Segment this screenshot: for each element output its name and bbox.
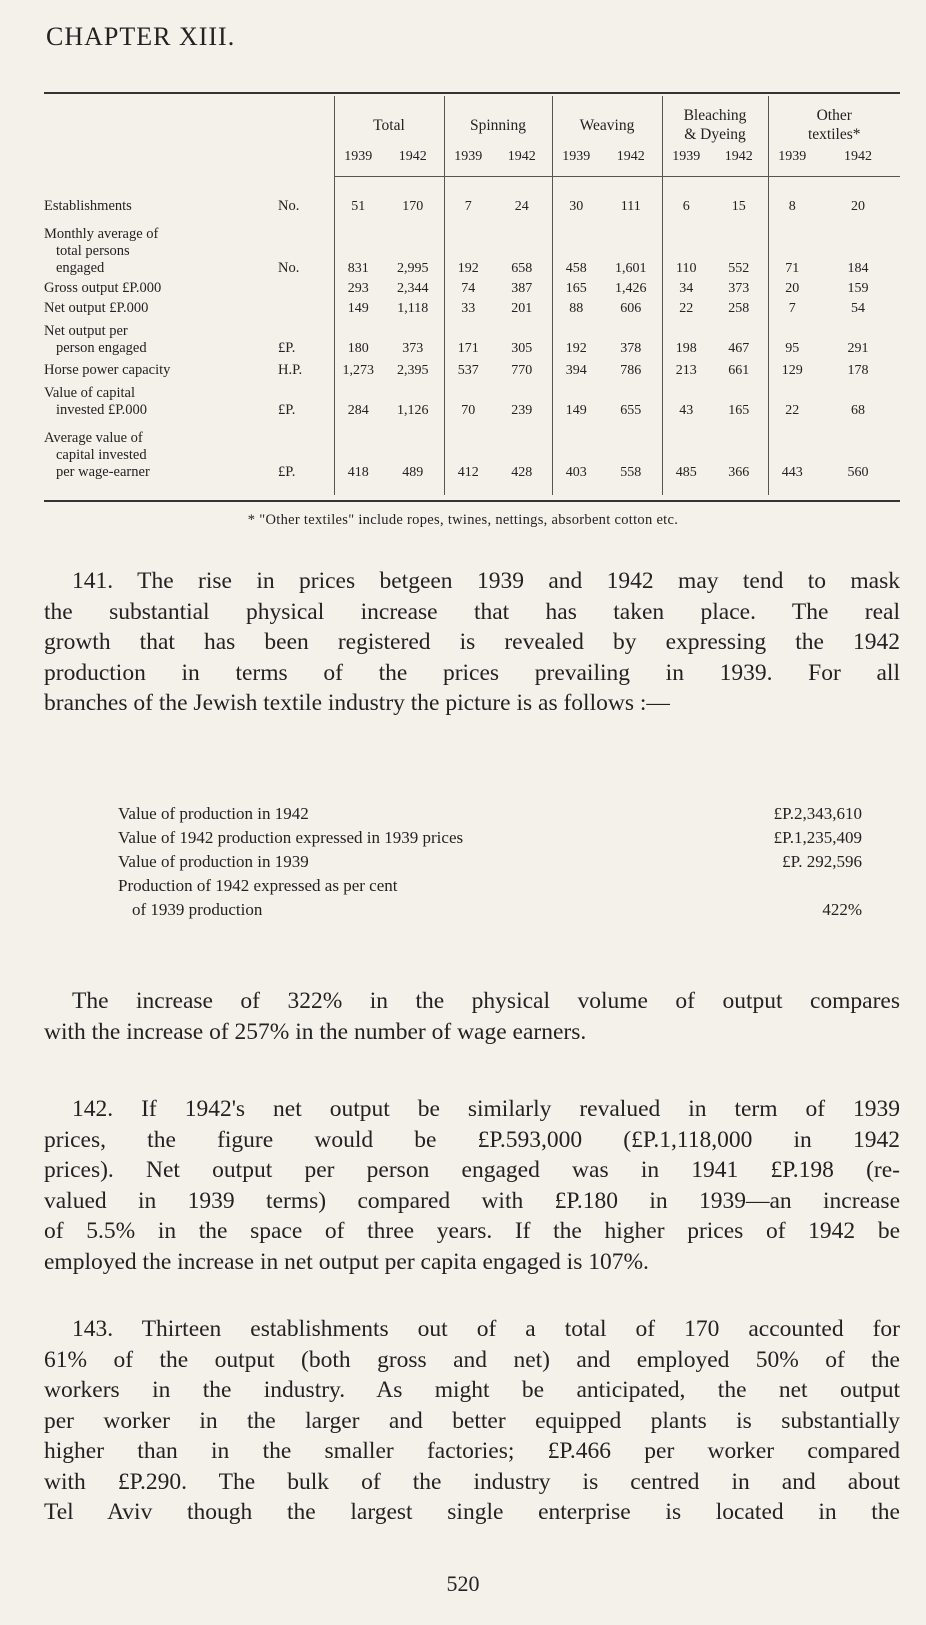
table-cell: 655 [620,402,642,418]
table-cell: 291 [847,340,869,356]
row-label-line: engaged [56,259,105,276]
value-label: Value of production in 1942 [118,804,309,823]
text-line: prices, the figure would be £P.593,000 (£P.1,118,000 in 1942 [44,1126,900,1153]
text-line: 143. Thirteen establishments out of a total of 170 accounted for [72,1316,900,1342]
text-line: of 5.5% in the space of three years. If the higher prices of 1942 be [44,1218,900,1244]
text-line: higher than in the smaller factories; £P.466 per worker compared [44,1438,900,1464]
row-label [44,317,276,357]
table-cell: 418 [334,419,382,481]
table-cell: 201 [511,300,533,316]
text-line: 142. If 1942's net output be similarly revalued in term of 1939 [72,1096,900,1122]
table-cell: 2,344 [397,280,429,296]
table-cell: 95 [768,317,816,357]
table-cell: 558 [620,464,642,480]
table-cell: 458 [552,215,600,277]
table-cell: 428 [511,464,533,480]
table-cell: 192 [444,215,492,277]
table-cell: 8 [768,193,816,215]
table-row [44,357,900,379]
table-cell: 658 [511,260,533,276]
table-cell: 43 [662,379,710,419]
table-cell: 213 [662,357,710,379]
year-header: 1939 [444,144,492,177]
page-number: 520 [446,1571,480,1596]
text-line: production in terms of the prices prevailing in 1939. For all [44,659,900,686]
table-cell: 51 [334,193,382,215]
table-cell: 178 [847,362,869,378]
text-line: workers in the industry. As might be anticipated, the net output [44,1377,900,1403]
table-cell: 71 [768,215,816,277]
year-header: 1942 [492,144,552,177]
table-cell: 412 [444,419,492,481]
text-line: employed the increase in net output per capita engaged is 107%. [44,1248,649,1275]
table-row [44,317,900,357]
table-cell: 485 [662,419,710,481]
table-cell: 110 [662,215,710,277]
text-line: per worker in the larger and better equipped plants is substantially [44,1407,900,1434]
row-label [44,277,276,297]
table-cell: 373 [728,280,750,296]
row-label [44,379,276,419]
row-label-line: Monthly average of [44,225,159,242]
row-label-line: Value of capital [44,384,135,401]
table-cell: 552 [728,260,750,276]
paragraph-increase [44,986,900,1047]
value-row [118,852,862,876]
table-cell: 373 [402,340,424,356]
row-label [44,419,276,481]
production-values-list [118,804,862,924]
row-label [44,297,276,317]
table-cell: 467 [728,340,750,356]
row-unit: No. [278,259,300,276]
table-cell: 30 [552,193,600,215]
value-amount: £P.1,235,409 [773,828,862,847]
table-cell: 403 [552,419,600,481]
table-cell: 831 [334,215,382,277]
text-line: The increase of 322% in the physical volume of output compares [72,988,900,1014]
value-amount: £P.2,343,610 [773,804,862,823]
table-cell: 184 [847,260,869,276]
table-cell: 1,273 [334,357,382,379]
row-label-line: per wage-earner [56,463,150,480]
group-header: Bleaching & Dyeing [662,96,768,144]
row-unit: £P. [278,401,296,418]
table-group-header-row [44,96,900,144]
year-header: 1939 [768,144,816,177]
table-cell: 165 [728,402,750,418]
paragraph-143 [44,1314,900,1528]
table-cell: 149 [552,379,600,419]
table-cell: 24 [514,198,529,214]
table-cell: 170 [402,198,424,214]
chapter-heading: CHAPTER XIII. [46,22,236,51]
text-line: with the increase of 257% in the number of wage earners. [44,1018,587,1045]
table-cell: 111 [620,198,641,214]
row-label-line: invested £P.000 [56,401,148,418]
table-cell: 33 [444,297,492,317]
table-cell: 15 [731,198,746,214]
year-header: 1942 [816,144,900,177]
table-cell: 606 [620,300,642,316]
value-label: Value of 1942 production expressed in 1939 prices [118,828,464,847]
row-label [44,193,276,215]
text-line: valued in 1939 terms) compared with £P.180 in 1939—an increase [44,1187,900,1214]
table-cell: 20 [768,277,816,297]
table-cell: 537 [444,357,492,379]
text-line: 141. The rise in prices betgeen 1939 and 1942 may tend to mask [72,568,900,594]
value-label: Production of 1942 expressed as per cent [118,876,398,895]
group-header: Spinning [444,96,552,144]
table-row [44,419,900,481]
paragraph-142 [44,1094,900,1277]
textile-statistics-table [44,96,900,495]
table-cell: 192 [552,317,600,357]
table-cell: 489 [402,464,424,480]
table-cell: 443 [768,419,816,481]
table-cell: 7 [444,193,492,215]
group-header: Weaving [552,96,662,144]
table-cell: 560 [847,464,869,480]
value-amount: £P. 292,596 [782,852,862,871]
row-label-line: Horse power capacity [44,361,171,378]
table-cell: 149 [334,297,382,317]
table-year-header-row [44,144,900,177]
text-line: growth that has been registered is revealed by expressing the 1942 [44,629,900,655]
text-line: 61% of the output (both gross and net) and employed 50% of the [44,1346,900,1373]
value-row [118,828,862,852]
table-top-rule [44,92,900,94]
table-cell: 165 [552,277,600,297]
table-cell: 7 [768,297,816,317]
table-cell: 54 [851,300,865,316]
table-cell: 2,995 [397,260,429,276]
table-cell: 171 [444,317,492,357]
row-label-line: Average value of [44,429,143,446]
table-footnote: * "Other textiles" include ropes, twines, nettings, absorbent cotton etc. [247,512,679,528]
row-unit: H.P. [278,361,303,378]
table-cell: 88 [552,297,600,317]
table-cell: 305 [511,340,533,356]
group-header: Total [334,96,444,144]
table-cell: 2,395 [397,362,429,378]
row-label [44,215,276,277]
value-label: Value of production in 1939 [118,852,309,871]
paragraph-141 [44,566,900,719]
row-label-line: Net output £P.000 [44,299,149,316]
row-label-line: Net output per [44,322,128,339]
year-header: 1942 [600,144,662,177]
table-cell: 6 [662,193,710,215]
value-row [118,876,862,900]
table-cell: 20 [851,198,865,214]
table-cell: 22 [662,297,710,317]
row-unit: No. [278,197,300,214]
table-row [44,193,900,215]
table-cell: 394 [552,357,600,379]
text-line: prices). Net output per person engaged was in 1941 £P.198 (re- [44,1157,900,1183]
table-cell: 1,426 [615,280,647,296]
table-cell: 159 [847,280,869,296]
table-cell: 1,126 [397,402,429,418]
value-amount: 422% [822,900,862,919]
table-cell: 34 [662,277,710,297]
row-label-line: capital invested [56,446,147,463]
table-cell: 661 [728,362,750,378]
table-cell: 770 [511,362,533,378]
table-cell: 1,601 [615,260,647,276]
table-cell: 68 [851,402,865,418]
year-header: 1939 [334,144,382,177]
year-header: 1942 [382,144,444,177]
table-cell: 239 [511,402,533,418]
table-cell: 70 [444,379,492,419]
table-cell: 198 [662,317,710,357]
table-cell: 293 [334,277,382,297]
text-line: branches of the Jewish textile industry the picture is as follows :— [44,690,670,716]
year-header: 1939 [552,144,600,177]
table-cell: 129 [768,357,816,379]
row-unit [276,297,334,317]
text-line: the substantial physical increase that has taken place. The real [44,598,900,625]
row-label-line: person engaged [56,339,147,356]
table-cell: 258 [728,300,750,316]
row-label-line: total persons [56,242,130,259]
row-label-line: Gross output £P.000 [44,279,162,296]
text-line: Tel Aviv though the largest single enterprise is located in the [44,1499,900,1525]
value-row [118,900,862,924]
table-cell: 366 [728,464,750,480]
table-row [44,277,900,297]
year-header: 1939 [662,144,710,177]
table-cell: 378 [620,340,642,356]
row-label-line: Establishments [44,197,132,214]
value-row [118,804,862,828]
table-cell: 284 [334,379,382,419]
value-label: of 1939 production [132,900,263,919]
group-header: Other textiles* [768,96,900,144]
table-cell: 74 [444,277,492,297]
row-unit [276,277,334,297]
table-cell: 1,118 [397,300,429,316]
table-cell: 22 [768,379,816,419]
text-line: with £P.290. The bulk of the industry is centred in and about [44,1468,900,1495]
table-row [44,215,900,277]
row-label [44,357,276,379]
row-unit: £P. [278,339,296,356]
table-bottom-rule [44,500,900,502]
table-row [44,379,900,419]
table-cell: 786 [620,362,642,378]
table-cell: 387 [511,280,533,296]
table-row [44,297,900,317]
row-unit: £P. [278,463,296,480]
table-cell: 180 [334,317,382,357]
year-header: 1942 [710,144,768,177]
